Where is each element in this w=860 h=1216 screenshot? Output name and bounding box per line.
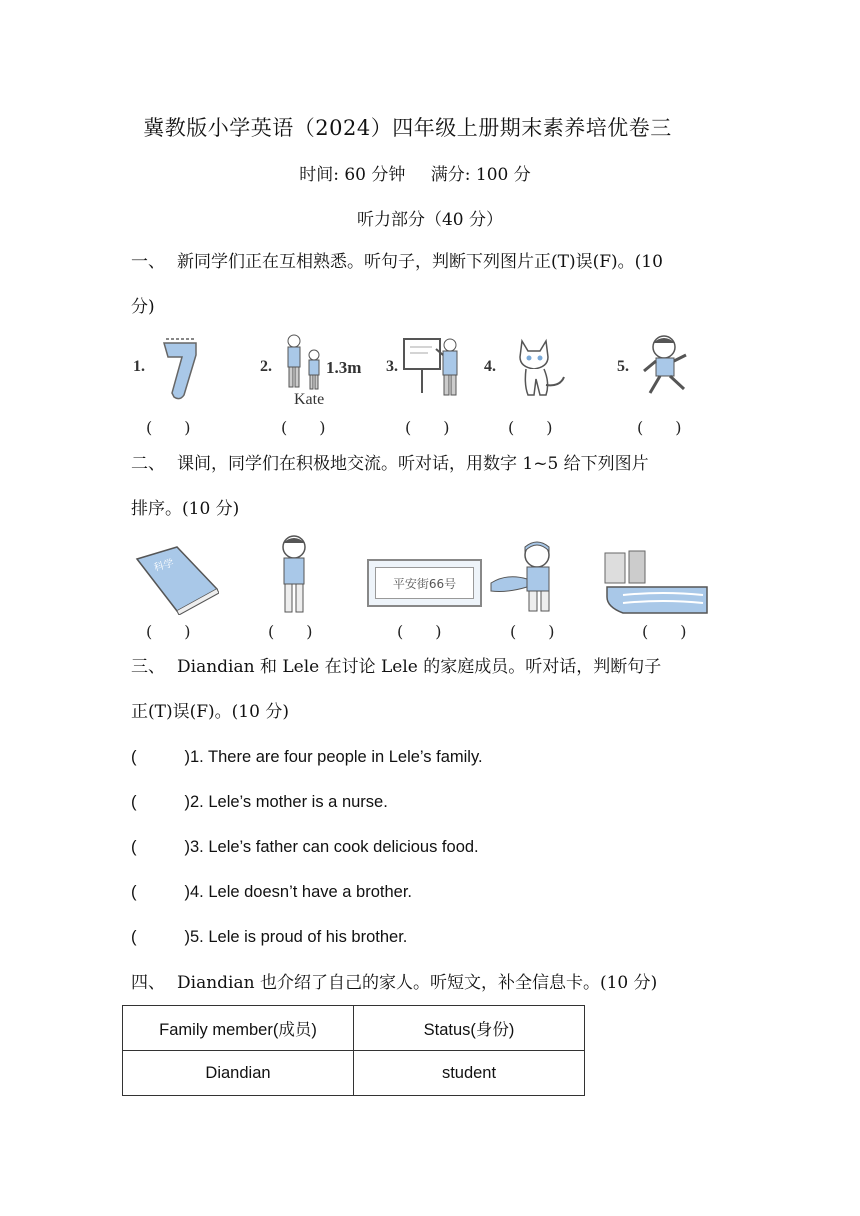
table-header: Status(身份) — [354, 1006, 585, 1051]
table-cell: Diandian — [123, 1051, 354, 1096]
exam-score: 满分: 100 分 — [430, 165, 531, 185]
statement-item: ( )3. Lele’s father can cook delicious food. — [131, 838, 479, 856]
table-header-row — [123, 1006, 585, 1051]
answer-blank[interactable]: ( ) — [146, 418, 191, 437]
statement-text: 3. Lele’s father can cook delicious food. — [190, 838, 479, 856]
question-number: 四、 — [131, 973, 165, 993]
kate-caption: Kate — [294, 391, 325, 408]
question-text: Diandian 和 Lele 在讨论 Lele 的家庭成员。听对话，判断句子 — [177, 657, 662, 677]
exam-time: 时间: 60 分钟 — [299, 165, 406, 185]
statement-text: 2. Lele’s mother is a nurse. — [190, 793, 388, 811]
section-heading: 听力部分（40 分） — [356, 210, 504, 230]
statement-text: 5. Lele is proud of his brother. — [190, 928, 408, 946]
height-label: 1.3m — [326, 358, 362, 377]
question-text-cont: 排序。(10 分) — [131, 499, 240, 519]
page-title: 冀教版小学英语（2024）四年级上册期末素养培优卷三 — [143, 116, 672, 140]
question-4 — [131, 961, 731, 1006]
answer-blank[interactable]: ( ) — [397, 622, 442, 641]
question-text: 课间，同学们在积极地交流。听对话，用数字 1~5 给下列图片 — [177, 454, 649, 474]
question-2 — [131, 442, 731, 532]
answer-blank[interactable]: ( ) — [642, 622, 687, 641]
statement-item: ( )2. Lele’s mother is a nurse. — [131, 793, 388, 811]
cat-icon — [510, 335, 570, 399]
question-number: 三、 — [131, 657, 165, 677]
question-3 — [131, 645, 731, 735]
exam-info — [0, 160, 830, 185]
question-text: 新同学们正在互相熟悉。听句子，判断下列图片正(T)误(F)。(10 — [177, 252, 663, 272]
answer-blank[interactable]: ( ) — [268, 622, 313, 641]
address-sign-icon — [367, 559, 482, 607]
running-boy-icon — [636, 333, 696, 399]
table-header: Family member(成员) — [123, 1006, 354, 1051]
statement-item: ( )4. Lele doesn’t have a brother. — [131, 883, 412, 901]
address-sign-text: 平安街66号 — [375, 567, 474, 599]
answer-blank[interactable]: ( ) — [405, 418, 450, 437]
two-kids-height-icon — [282, 333, 326, 393]
statement-item: ( )5. Lele is proud of his brother. — [131, 928, 408, 946]
boy-washing-icon — [487, 539, 577, 615]
answer-blank[interactable]: ( ) — [510, 622, 555, 641]
number-seven-icon — [160, 335, 200, 401]
answer-blank[interactable]: ( ) — [281, 418, 326, 437]
statement-text: 4. Lele doesn’t have a brother. — [190, 883, 412, 901]
pic-label: 4. — [484, 358, 496, 375]
question-number: 二、 — [131, 454, 165, 474]
table-cell[interactable]: student — [354, 1051, 585, 1096]
question-number: 一、 — [131, 252, 165, 272]
statement-item: ( )1. There are four people in Lele’s family. — [131, 748, 483, 766]
question-text: Diandian 也介绍了自己的家人。听短文，补全信息卡。(10 分) — [177, 973, 658, 993]
question-1 — [131, 240, 731, 330]
pic-label: 5. — [617, 358, 629, 375]
answer-blank[interactable]: ( ) — [508, 418, 553, 437]
answer-blank[interactable]: ( ) — [637, 418, 682, 437]
table-row — [123, 1051, 585, 1096]
svg-text:科学: 科学 — [152, 558, 176, 574]
boy-standing-icon — [272, 533, 316, 617]
pic-label: 3. — [386, 358, 398, 375]
pic-label: 1. — [133, 358, 145, 375]
pic-label: 2. — [260, 358, 272, 375]
answer-blank[interactable]: ( ) — [146, 622, 191, 641]
statement-text: 1. There are four people in Lele’s family. — [190, 748, 483, 766]
swimming-pool-icon — [603, 547, 709, 615]
question-text-cont: 正(T)误(F)。(10 分) — [131, 702, 289, 722]
science-book-icon — [133, 543, 219, 615]
question-text-cont: 分) — [131, 297, 155, 317]
teacher-blackboard-icon — [402, 333, 464, 399]
info-card-table — [122, 1005, 585, 1096]
